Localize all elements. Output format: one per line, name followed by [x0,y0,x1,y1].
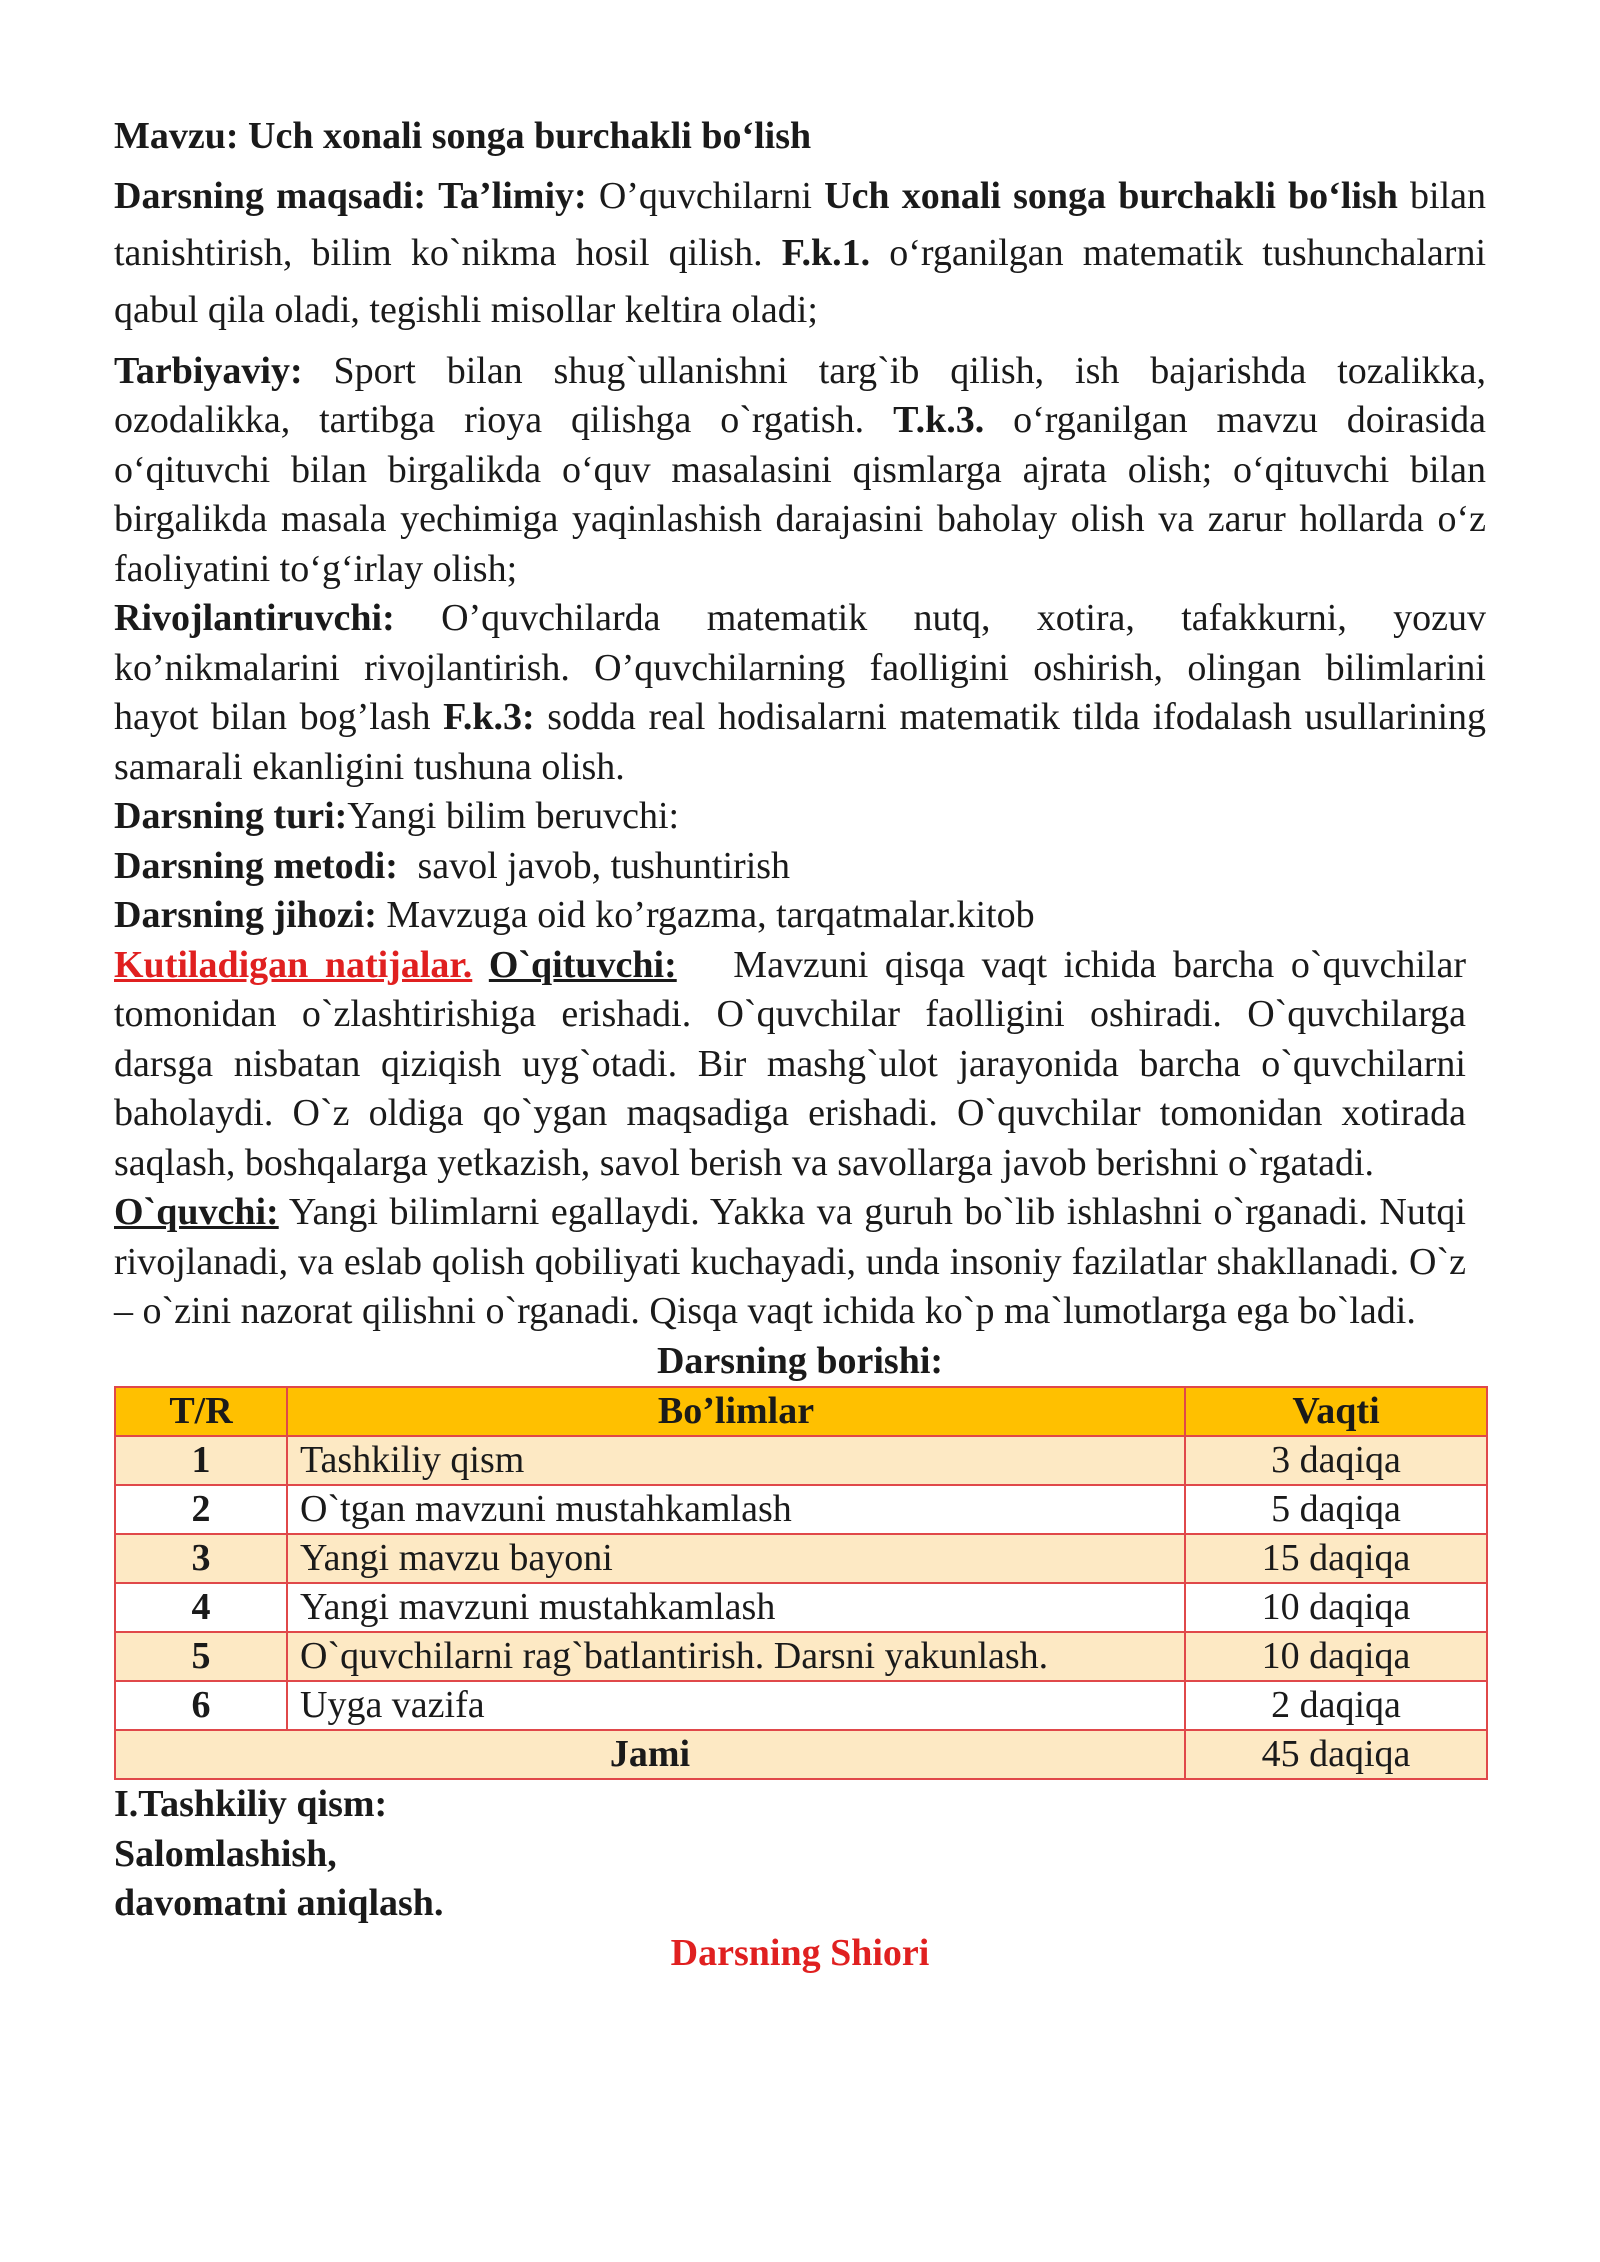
lesson-equipment-label: Darsning jihozi: [114,894,377,936]
total-label: Jami [115,1730,1185,1779]
lesson-equipment-line [114,891,1486,941]
row-num: 6 [115,1681,287,1730]
lesson-type-label: Darsning turi: [114,795,348,837]
organizational-line-2: davomatni aniqlash. [114,1882,444,1924]
row-num: 5 [115,1632,287,1681]
lesson-method-line [114,842,1486,892]
organizational-line-1: Salomlashish, [114,1832,337,1875]
table-row [115,1583,1487,1632]
topic-label: Mavzu: [114,115,239,157]
row-num: 1 [115,1436,287,1485]
lesson-type-value: Yangi bilim beruvchi: [347,795,680,837]
table-row [115,1632,1487,1681]
expected-student-paragraph [114,1188,1466,1337]
table-row [115,1436,1487,1485]
row-section: Yangi mavzu bayoni [287,1534,1185,1583]
development-label: Rivojlantiruvchi: [114,597,395,639]
student-label: O`quvchi: [114,1191,279,1233]
fk3-label: F.k.3: [443,696,535,738]
development-paragraph [114,594,1486,792]
header-time: Vaqti [1185,1387,1487,1436]
lesson-method-label: Darsning metodi: [114,844,398,887]
document-page [114,112,1486,1978]
goal-label: Darsning maqsadi: [114,174,426,217]
educational-label: Ta’limiy: [438,174,587,217]
row-section: Tashkiliy qism [287,1436,1185,1485]
fk1-label: F.k.1. [781,231,871,274]
teacher-label: O`qituvchi: [488,943,677,986]
goal-paragraph [114,168,1486,339]
upbringing-label: Tarbiyaviy: [114,349,303,392]
lesson-method-value: savol javob, tushuntirish [417,844,791,887]
fk1-text: o‘rganilgan matematik tushunchalarni qabul qila oladi, tegishli misollar keltira oladi; [114,231,1487,331]
row-section: Uyga vazifa [287,1681,1185,1730]
organizational-heading: I.Tashkiliy qism: [114,1783,388,1825]
expected-label: Kutiladigan natijalar. [114,943,473,986]
student-text: Yangi bilimlarni egallaydi. Yakka va guruh bo`lib ishlashni o`rganadi. Nutqi rivojlanadi, va eslab qolish qobiliyati kuchayadi, unda insoniy fazilatlar shakllanadi. O`z – o`zini nazorat qilishni o`rganadi. Qisqa vaqt ichida ko`p ma`lumotlarga ega bo`ladi. [114,1191,1466,1332]
lesson-plan-table [114,1386,1488,1780]
upbringing-text-2: o‘rganilgan mavzu doirasida o‘qituvchi bilan birgalikda o‘quv masalasini qismlarga ajrata olish; o‘qituvchi bilan birgalikda masala yechimiga yaqinlashish darajasini baholay olish va zarur hollarda o‘z faoliyatini to‘g‘irlay olish; [114,399,1487,590]
row-section: O`tgan mavzuni mustahkamlash [287,1485,1185,1534]
topic-line [114,112,1486,162]
table-row [115,1485,1487,1534]
lesson-equipment-value: Mavzuga oid ko’rgazma, tarqatmalar.kitob [386,894,1035,936]
row-num: 3 [115,1534,287,1583]
row-section: Yangi mavzuni mustahkamlash [287,1583,1185,1632]
row-time: 5 daqiqa [1185,1485,1487,1534]
lesson-type-line [114,792,1486,842]
row-time: 2 daqiqa [1185,1681,1487,1730]
row-num: 4 [115,1583,287,1632]
tk3-label: T.k.3. [893,399,985,441]
row-time: 10 daqiqa [1185,1632,1487,1681]
educational-text-2: bilan tanishtirish, bilim ko`nikma hosil qilish. [114,174,1487,274]
educational-topic: Uch xonali songa burchakli bo‘lish [824,174,1398,217]
table-total-row [115,1730,1487,1779]
table-row [115,1534,1487,1583]
lesson-motto: Darsning Shiori [670,1931,930,1974]
educational-text-1: O’quvchilarni [598,174,812,217]
expected-teacher-paragraph [114,941,1466,1189]
row-num: 2 [115,1485,287,1534]
header-section: Bo’limlar [287,1387,1185,1436]
development-text-1: O’quvchilarda matematik nutq, xotira, tafakkurni, yozuv ko’nikmalarini rivojlantirish. O’quvchilarning faolligini oshirish, olingan bilimlarini hayot bilan bog’lash [114,597,1486,738]
row-time: 15 daqiqa [1185,1534,1487,1583]
table-row [115,1681,1487,1730]
table-header-row [115,1387,1487,1436]
total-time: 45 daqiqa [1185,1730,1487,1779]
header-num: T/R [115,1387,287,1436]
topic-value: Uch xonali songa burchakli bo‘lish [248,115,812,157]
teacher-text: Mavzuni qisqa vaqt ichida barcha o`quvchilar tomonidan o`zlashtirishiga erishadi. O`quvchilar faolligini oshiradi. O`quvchilarga darsga nisbatan qiziqish uyg`otadi. Bir mashg`ulot jarayonida barcha o`quvchilarni baholaydi. O`z oldiga qo`ygan maqsadiga erishadi. O`quvchilar tomonidan xotirada saqlash, boshqalarga yetkazish, savol berish va savollarga javob berishni o`rgatadi. [114,943,1466,1184]
upbringing-text-1: Sport bilan shug`ullanishni targ`ib qilish, ish bajarishda tozalikka, ozodalikka, tartibga rioya qilishga o`rgatish. [114,349,1486,441]
plan-title: Darsning borishi: [656,1339,944,1382]
row-time: 10 daqiqa [1185,1583,1487,1632]
upbringing-paragraph [114,347,1486,595]
row-time: 3 daqiqa [1185,1436,1487,1485]
row-section: O`quvchilarni rag`batlantirish. Darsni yakunlash. [287,1632,1185,1681]
development-text-2: sodda real hodisalarni matematik tilda ifodalash usullarining samarali ekanligini tushuna olish. [114,696,1487,788]
